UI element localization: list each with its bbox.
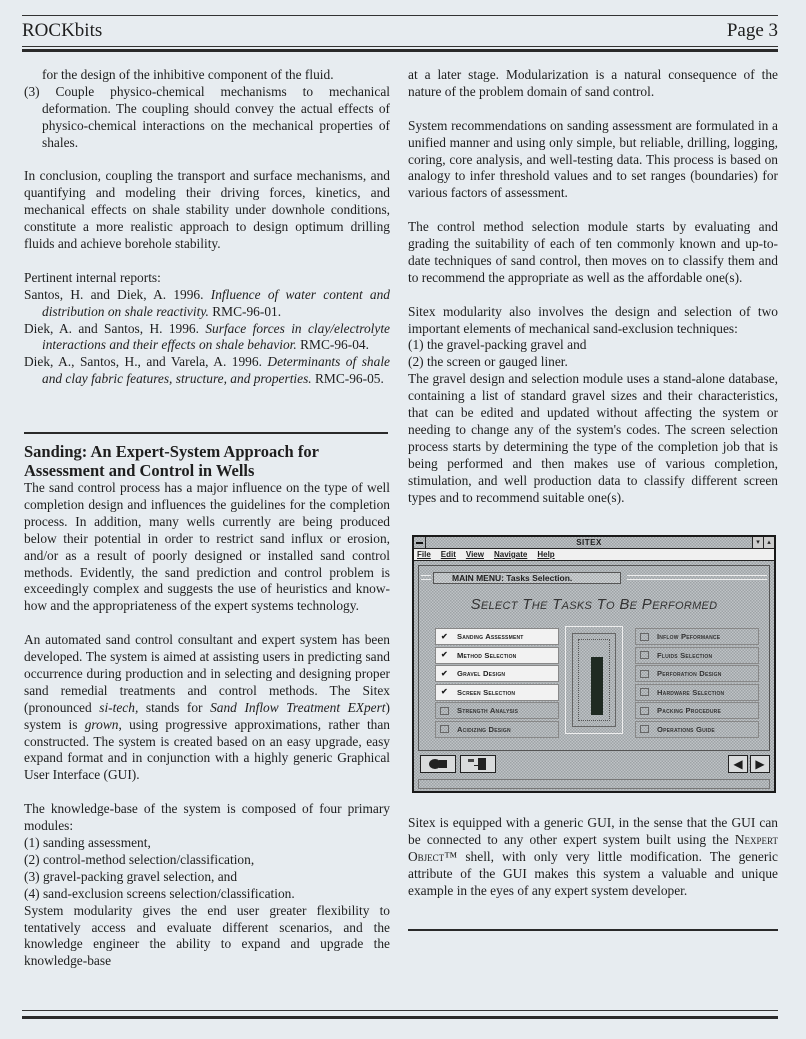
task-packing-procedure[interactable]: Packing Procedure	[635, 702, 759, 719]
sitex-toolbar	[418, 753, 770, 775]
section-divider	[24, 432, 388, 434]
task-sanding-assessment[interactable]: ✔ Sanding Assessment	[435, 628, 559, 645]
right-column-end-rule	[408, 929, 778, 931]
sanding-article	[24, 442, 390, 970]
item-2-continuation: for the design of the inhibitive component of the fluid.	[42, 67, 334, 82]
module-3: (3) gravel-packing gravel selection, and	[24, 868, 238, 884]
task-strength-analysis[interactable]: Strength Analysis	[435, 702, 559, 719]
control-method-paragraph: The control method selection module starts by evaluating and grading the suitability of each of ten commonly known and up-to-date techniques of sand control, then moves on to classify them and to recommend the appropriate as well as the affordable one(s).	[408, 219, 778, 285]
task-fluids-selection[interactable]: Fluids Selection	[635, 647, 759, 664]
recommendations-paragraph: System recommendations on sanding assessment are formulated in a unified manner and using only simple, but reliable, drilling, logging, coring, core analysis, and well-testing data. This process is based on analogy to infer threshold values and to set ranges (boundaries) for various factors of assessment.	[408, 117, 778, 201]
gravel-design-paragraph: The gravel design and selection module uses a stand-alone database, containing a list of standard gravel sizes and their characteristics, that can be edited and updated without affecting the system or needing to change any of the system's codes. The screen selection process starts by determining the type of the completion job that is being performed and then makes use of various completion, stimulation, and well production data to classify different screen types and to recommend suitable one(s).	[408, 371, 778, 505]
report-2: Diek, A. and Santos, H. 1996. Surface forces in clay/electrolyte interactions and their effects on shale behavior. RMC-96-04.	[24, 320, 390, 353]
minimize-icon[interactable]: ▾	[752, 537, 763, 548]
sitex-titlebar	[414, 537, 774, 549]
checkbox-empty-icon	[640, 688, 649, 696]
newsletter-title: ROCKbits	[22, 20, 103, 41]
menu-file[interactable]: File	[417, 550, 431, 559]
checkbox-empty-icon	[640, 651, 649, 659]
conclusion-paragraph: In conclusion, coupling the transport and surface mechanisms, and quantifying and modeling their driving forces, kinetics, and mechanical effects on shale stability under downhole conditions, constitute a more realistic approach to design optimum drilling fluids and achieve borehole stability.	[24, 168, 390, 252]
task-operations-guide[interactable]: Operations Guide	[635, 721, 759, 738]
checkmark-icon: ✔	[441, 668, 448, 678]
task-perforation-design[interactable]: Perforation Design	[635, 665, 759, 682]
footer-rule-thin	[22, 1010, 778, 1011]
checkmark-icon: ✔	[441, 631, 448, 641]
task-acidizing-design[interactable]: Acidizing Design	[435, 721, 559, 738]
checkbox-empty-icon	[640, 670, 649, 678]
report-1: Santos, H. and Diek, A. 1996. Influence of water content and distribution on shale reactivity. RMC-96-01.	[24, 286, 391, 319]
checkbox-empty-icon	[640, 725, 649, 733]
checkbox-empty-icon	[440, 707, 449, 715]
module-2: (2) control-method selection/classification,	[24, 851, 255, 867]
progress-bar	[591, 657, 603, 715]
sitex-menubar	[414, 549, 774, 561]
sitex-client-area	[418, 565, 770, 751]
page-number: Page 3	[726, 20, 778, 41]
checkbox-empty-icon	[640, 707, 649, 715]
modules-intro: The knowledge-base of the system is composed of four primary modules:	[24, 801, 390, 834]
header-top-rule	[22, 15, 778, 16]
article-paragraph-2: An automated sand control consultant and expert system has been developed. The system is aimed at assisting users in predicting sand occurrence during production and in selecting and designing proper sand remedial treatments and control methods. The Sitex (pronounced si-tech, stands for Sand Inflow Treatment EXpert) system is grown, using progressive approximations, rather than constructed. The system is created based on an easy upgrade, easy expand format and in conjunction with a highly generic Graphical User Interface (GUI).	[24, 632, 390, 783]
task-screen-selection[interactable]: ✔ Screen Selection	[435, 684, 559, 701]
task-method-selection[interactable]: ✔ Method Selection	[435, 647, 559, 664]
exit-door-icon[interactable]	[420, 755, 456, 773]
menu-edit[interactable]: Edit	[440, 550, 456, 559]
header-bottom-rule-thick	[22, 49, 778, 52]
grip-right	[627, 575, 767, 580]
menu-view[interactable]: View	[465, 550, 484, 559]
task-inflow-performance[interactable]: Inflow Peformance	[635, 628, 759, 645]
maximize-icon[interactable]: ▴	[763, 537, 774, 548]
sitex-status-bar	[418, 779, 770, 789]
element-1: (1) the gravel-packing gravel and	[408, 337, 587, 353]
checkbox-empty-icon	[440, 725, 449, 733]
left-column	[24, 67, 390, 388]
modularization-paragraph: at a later stage. Modularization is a natural consequence of the nature of the problem domain of sand control.	[408, 67, 778, 99]
module-1: (1) sanding assessment,	[24, 835, 151, 850]
element-2: (2) the screen or gauged liner.	[408, 354, 568, 370]
nexpert-brand: Nexpert Object™	[408, 831, 778, 864]
elements-intro: Sitex modularity also involves the design and selection of two important elements of mechanical sand-exclusion techniques:	[408, 303, 778, 336]
checkmark-icon: ✔	[441, 687, 448, 696]
menu-help[interactable]: Help	[537, 550, 555, 559]
left-task-list	[435, 628, 559, 739]
reports-label: Pertinent internal reports:	[24, 269, 161, 285]
footer-rule-thick	[22, 1016, 778, 1019]
menu-navigate[interactable]: Navigate	[493, 550, 528, 559]
sitex-window	[412, 535, 776, 793]
back-arrow-icon[interactable]: ◀	[728, 755, 748, 773]
article-title: Sanding: An Expert-System Approach for Assessment and Control in Wells	[24, 442, 319, 480]
grip-left	[421, 575, 431, 580]
task-gravel-design[interactable]: ✔ Gravel Design	[435, 665, 559, 682]
gui-paragraph: Sitex is equipped with a generic GUI, in the sense that the GUI can be connected to any other expert system built using the Nexpert Object™ shell, with only very little modification. The generic attribute of the GUI makes this system a valuable and unique example in the eyes of any expert system developer.	[408, 815, 778, 898]
progress-frame	[565, 626, 623, 734]
modularity-paragraph: System modularity gives the end user greater flexibility to tentatively access and evaluate different scenarios, and the knowledge engineer the ability to expand and upgrade the knowledge-base	[24, 902, 390, 969]
main-menu-bar: MAIN MENU: Tasks Selection.	[433, 572, 621, 584]
forward-arrow-icon[interactable]: ▶	[750, 755, 770, 773]
item-3: (3) Couple physico-chemical mechanisms to mechanical deformation. The coupling should convey the actual effects of physico-chemical interactions on the mechanical properties of shales.	[24, 83, 390, 150]
right-column	[408, 67, 778, 507]
system-menu-icon[interactable]	[414, 537, 426, 548]
task-hardware-selection[interactable]: Hardware Selection	[635, 684, 759, 701]
report-3: Diek, A., Santos, H., and Varela, A. 1996. Determinants of shale and clay fabric features, structure, and properties. RMC-96-05.	[24, 354, 390, 387]
checkmark-icon: ✔	[441, 650, 448, 659]
checkbox-empty-icon	[640, 633, 649, 641]
sitex-window-title: SITEX	[576, 538, 602, 547]
tasks-heading: Select The Tasks To Be Performed	[470, 596, 718, 613]
module-4: (4) sand-exclusion screens selection/classification.	[24, 885, 295, 901]
right-task-list	[635, 628, 759, 739]
article-paragraph-1: The sand control process has a major influence on the type of well completion design and influences the guidelines for the completion process. In addition, many wells currently are being produced below their potential in order to restrict sand influx or erosion, and/or as a result of poorly designed or installed sand control methods. Evidently, the sand prediction and control problem is exceedingly complex and suggests the use of heuristics and know-how and the appropriateness of the expert systems technology.	[24, 480, 390, 614]
header-bottom-rule-thin	[22, 46, 778, 47]
document-icon[interactable]	[460, 755, 496, 773]
